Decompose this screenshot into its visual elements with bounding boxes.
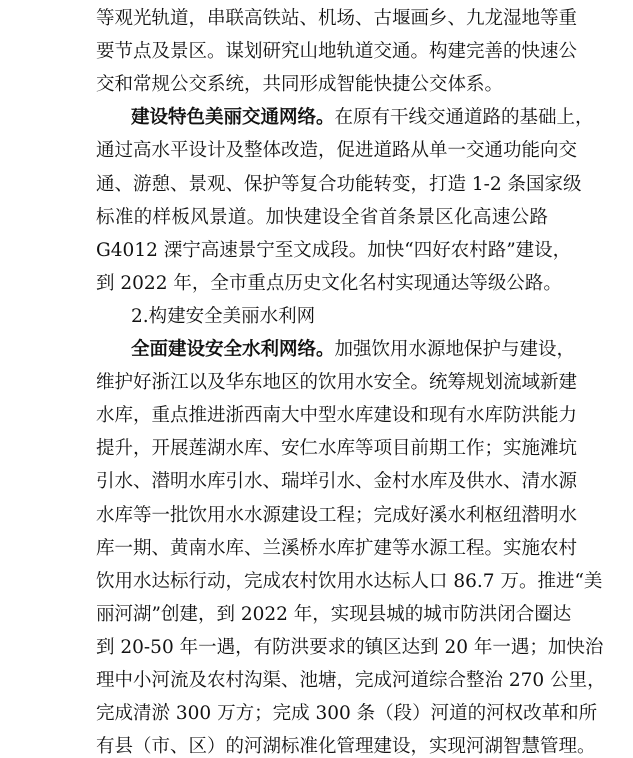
text-line: 到 20-50 年一遇，有防洪要求的镇区达到 20 年一遇；加快治 (96, 636, 604, 658)
text-line: 水库等一批饮用水水源建设工程；完成好溪水利枢纽潜明水 (96, 504, 578, 526)
text-line: 有县（市、区）的河湖标准化管理建设，实现河湖智慧管理。 (96, 736, 596, 758)
text-line: 等观光轨道，串联高铁站、机场、古堰画乡、九龙湿地等重 (96, 8, 578, 29)
text-line: 要节点及景区。谋划研究山地轨道交通。构建完善的快速公 (96, 41, 578, 63)
paragraph-lead-rest: 在原有干线交通道路的基础上， (334, 107, 594, 129)
text-line: 引水、潜明水库引水、瑞垟引水、金村水库及供水、清水源 (96, 471, 578, 493)
paragraph-lead-bold: 建设特色美丽交通网络。 (131, 107, 335, 129)
section-heading: 2.构建安全美丽水利网 (131, 305, 316, 327)
text-line: 通过高水平设计及整体改造，促进道路从单一交通功能向交 (96, 140, 578, 162)
text-line: 交和常规公交系统，共同形成智能快捷公交体系。 (96, 74, 504, 96)
paragraph-first-line (131, 107, 594, 129)
text-line: 水库，重点推进浙西南大中型水库建设和现有水库防洪能力 (96, 405, 578, 427)
paragraph-lead-bold: 全面建设安全水利网络。 (131, 339, 335, 360)
text-line: 库一期、黄南水库、兰溪桥水库扩建等水源工程。实施农村 (96, 537, 578, 559)
text-line: 维护好浙江以及华东地区的饮用水安全。统筹规划流域新建 (96, 372, 578, 394)
text-line: 标准的样板风景道。加快建设全省首条景区化高速公路 (96, 206, 548, 228)
text-line: 提升，开展莲湖水库、安仁水库等项目前期工作；实施滩坑 (96, 438, 578, 460)
paragraph-lead-rest: 加强饮用水源地保护与建设， (334, 339, 576, 360)
paragraph-first-line (131, 339, 576, 361)
text-line: G4012 溧宁高速景宁至文成段。加快“四好农村路”建设， (96, 239, 572, 261)
text-line: 饮用水达标行动，完成农村饮用水达标人口 86.7 万。推进“美 (96, 570, 603, 592)
text-line: 理中小河流及农村沟渠、池塘，完成河道综合整治 270 公里， (96, 670, 606, 691)
text-line: 到 2022 年，全市重点历史文化名村实现通达等级公路。 (96, 272, 562, 294)
text-line: 通、游憩、景观、保护等复合功能转变，打造 1-2 条国家级 (96, 173, 582, 195)
text-line: 丽河湖”创建，到 2022 年，实现县城的城市防洪闭合圈达 (96, 603, 572, 625)
text-line: 完成清淤 300 万方；完成 300 条（段）河道的河权改革和所 (96, 703, 598, 725)
